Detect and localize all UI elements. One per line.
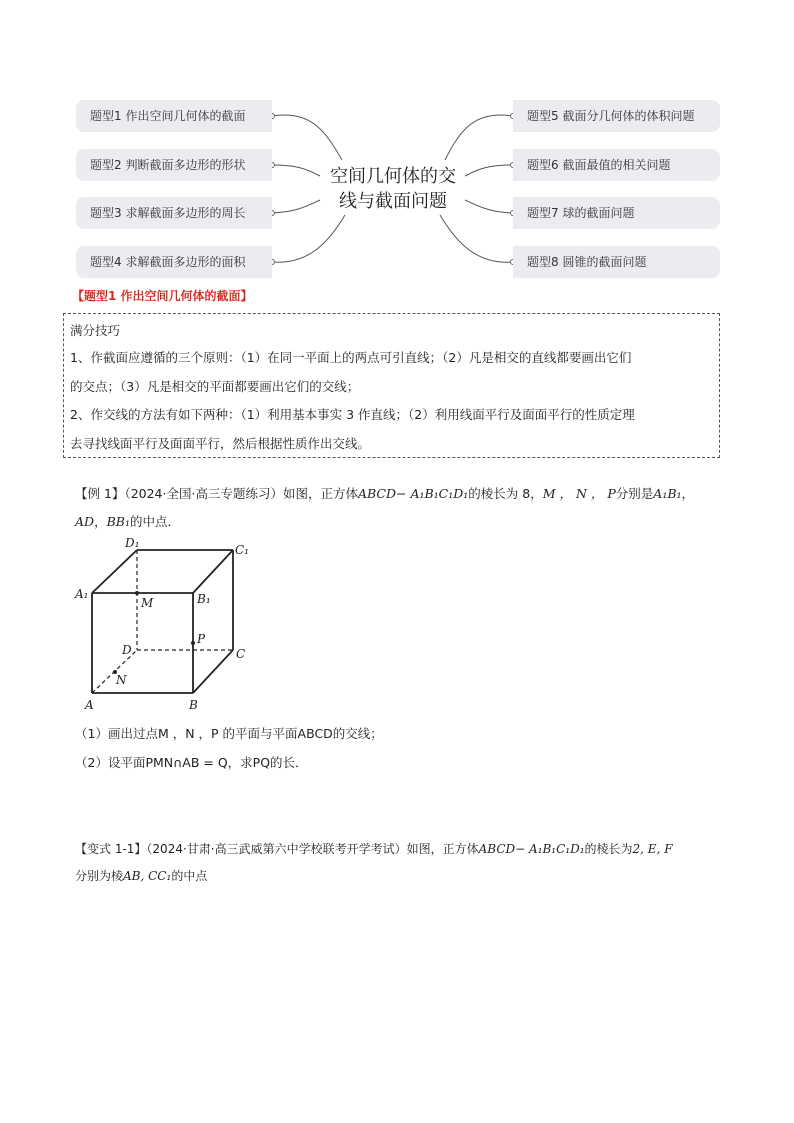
text: 分别为棱 bbox=[75, 869, 124, 883]
example-1-line-1 bbox=[75, 484, 694, 502]
text: 的中点 bbox=[171, 869, 208, 883]
topic-label: 题型3 求解截面多边形的周长 bbox=[90, 206, 246, 220]
label-A: A bbox=[85, 698, 94, 712]
example-source: （2024·全国·高三专题练习） bbox=[124, 486, 283, 501]
points: M ， N ， P bbox=[542, 486, 616, 501]
topic-label: 题型7 球的截面问题 bbox=[527, 206, 635, 220]
mindmap-topic-3 bbox=[76, 197, 272, 229]
variant-1-1-line-2 bbox=[75, 867, 207, 884]
tips-line-4: 去寻找线面平行及面面平行，然后根据性质作出交线。 bbox=[70, 436, 371, 451]
topic-label: 题型1 作出空间几何体的截面 bbox=[90, 109, 246, 123]
label-D1: D₁ bbox=[125, 538, 140, 550]
segment: AD bbox=[75, 514, 95, 529]
topic-label: 题型6 截面最值的相关问题 bbox=[527, 158, 671, 172]
section-title: 【题型1 作出空间几何体的截面】 bbox=[72, 289, 253, 303]
segment: A₁B₁ bbox=[653, 486, 682, 501]
mindmap-topic-5 bbox=[513, 100, 720, 132]
solid-name: ABCD− A₁B₁C₁D₁ bbox=[478, 842, 585, 856]
variant-1-1-line-1 bbox=[75, 840, 673, 857]
text: ， bbox=[681, 486, 695, 501]
mindmap-topic-4 bbox=[76, 246, 272, 278]
label-C: C bbox=[236, 647, 246, 661]
example-1-line-2 bbox=[75, 512, 180, 530]
label-C1: C₁ bbox=[235, 543, 249, 557]
center-title-line2: 线与截面问题 bbox=[339, 191, 447, 212]
topic-label: 题型2 判断截面多边形的形状 bbox=[90, 158, 246, 172]
tips-line-1: 1、作截面应遵循的三个原则：（1）在同一平面上的两点可引直线；（2）凡是相交的直线都要画出它们 bbox=[70, 350, 632, 365]
variant-source: （2024·甘肃·高三武威第六中学校联考开学考试） bbox=[146, 842, 407, 856]
solid-name: ABCD− A₁B₁C₁D₁ bbox=[357, 486, 469, 501]
label-A1: A₁ bbox=[75, 587, 89, 601]
text: 的棱长为 8， bbox=[468, 486, 543, 501]
example-1-question-1: （1）画出过点M ，N ，P 的平面与平面ABCD的交线； bbox=[75, 726, 383, 741]
text: 分别是 bbox=[615, 486, 654, 501]
example-label: 【例 1】 bbox=[75, 486, 125, 501]
mindmap-topic-7 bbox=[513, 197, 720, 229]
center-title-line1: 空间几何体的交 bbox=[330, 166, 456, 187]
mindmap-center-title bbox=[318, 164, 468, 214]
topic-label: 题型8 圆锥的截面问题 bbox=[527, 255, 647, 269]
text: 如图，正方体 bbox=[282, 486, 358, 501]
mindmap-topic-1 bbox=[76, 100, 272, 132]
label-M: M bbox=[141, 596, 154, 610]
text: ， bbox=[94, 514, 107, 529]
topic-label: 题型5 截面分几何体的体积问题 bbox=[527, 109, 695, 123]
tips-line-3: 2、作交线的方法有如下两种：（1）利用基本事实 3 作直线；（2）利用线面平行及面面平行的性质定理 bbox=[70, 407, 635, 422]
label-N: N bbox=[116, 673, 127, 687]
mindmap-topic-8 bbox=[513, 246, 720, 278]
segment: BB₁ bbox=[106, 514, 130, 529]
edges: AB, CC₁ bbox=[123, 869, 172, 883]
tips-heading: 满分技巧 bbox=[70, 323, 121, 338]
text: 的中点． bbox=[129, 514, 180, 529]
label-P: P bbox=[197, 632, 206, 646]
example-1-question-2: （2）设平面PMN∩AB = Q，求PQ的长． bbox=[75, 755, 308, 770]
mindmap-topic-6 bbox=[513, 149, 720, 181]
topic-label: 题型4 求解截面多边形的面积 bbox=[90, 255, 246, 269]
text: 的棱长为 bbox=[584, 842, 633, 856]
values: 2, E, F bbox=[632, 842, 673, 856]
text: 如图，正方体 bbox=[406, 842, 479, 856]
variant-label: 【变式 1-1】 bbox=[75, 842, 147, 856]
label-D: D bbox=[122, 643, 132, 657]
cube-figure bbox=[70, 538, 260, 716]
label-B1: B₁ bbox=[197, 592, 211, 606]
tips-line-2: 的交点；（3）凡是相交的平面都要画出它们的交线； bbox=[70, 379, 360, 394]
mindmap-topic-2 bbox=[76, 149, 272, 181]
label-B: B bbox=[189, 698, 198, 712]
